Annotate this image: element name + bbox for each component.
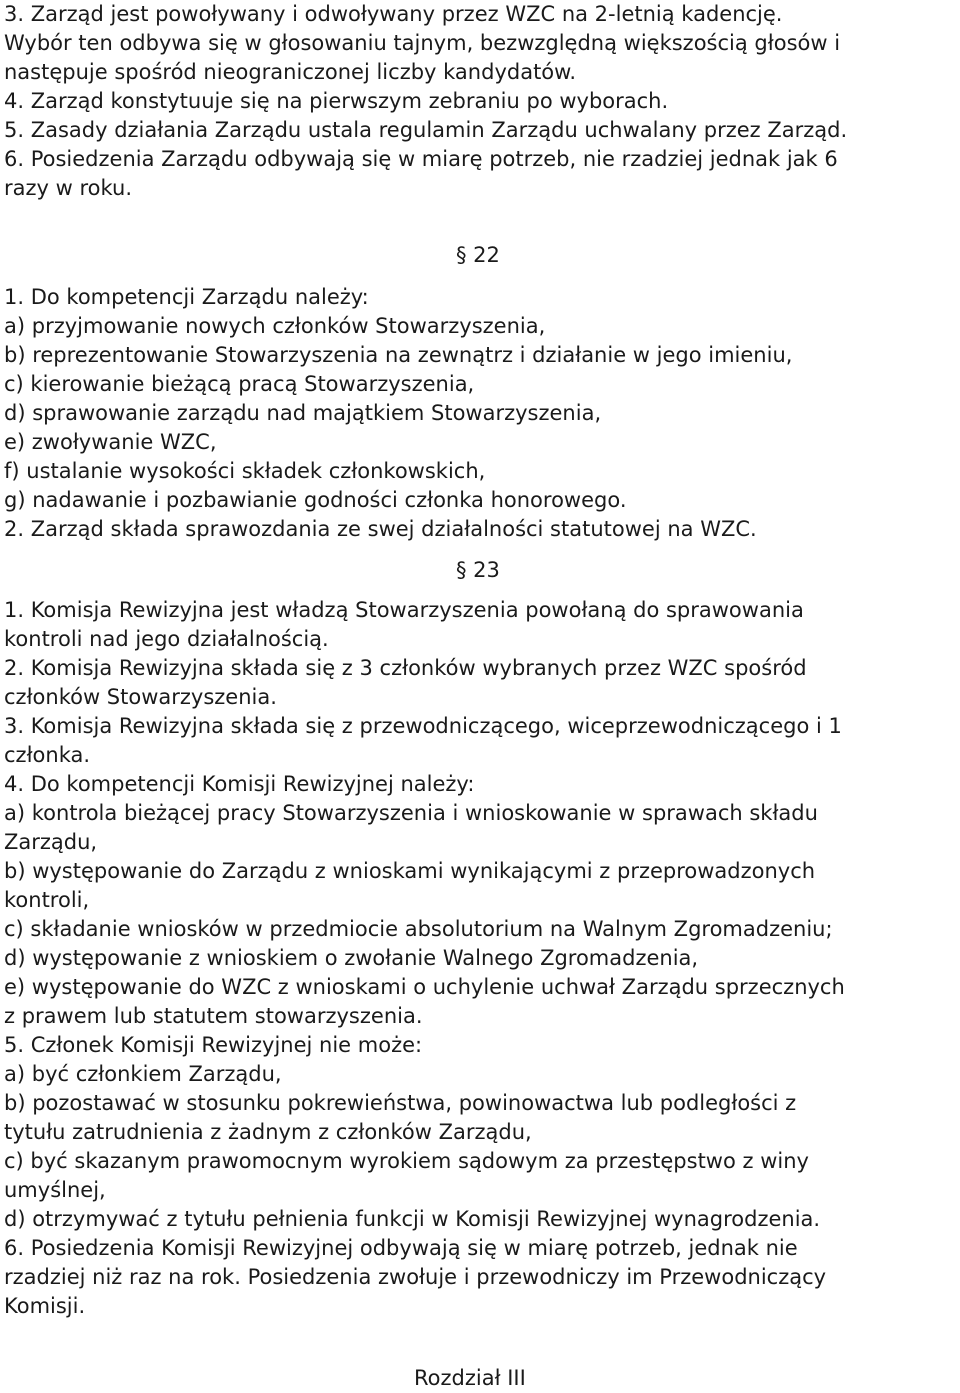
paragraph-line: 2. Zarząd składa sprawozdania ze swej działalności statutowej na WZC. bbox=[4, 517, 757, 541]
paragraph-line: 6. Posiedzenia Komisji Rewizyjnej odbywają się w miarę potrzeb, jednak nie bbox=[4, 1236, 798, 1260]
paragraph-line: tytułu zatrudnienia z żadnym z członków Zarządu, bbox=[4, 1120, 532, 1144]
paragraph-line: b) występowanie do Zarządu z wnioskami wynikającymi z przeprowadzonych bbox=[4, 859, 816, 883]
paragraph-line: 1. Do kompetencji Zarządu należy: bbox=[4, 285, 369, 309]
section-heading-23: § 23 bbox=[456, 558, 500, 582]
paragraph-line: e) występowanie do WZC z wnioskami o uchylenie uchwał Zarządu sprzecznych bbox=[4, 975, 845, 999]
paragraph-line: d) otrzymywać z tytułu pełnienia funkcji w Komisji Rewizyjnej wynagrodzenia. bbox=[4, 1207, 821, 1231]
paragraph-line: b) pozostawać w stosunku pokrewieństwa, powinowactwa lub podległości z bbox=[4, 1091, 797, 1115]
section-heading-22: § 22 bbox=[456, 243, 500, 267]
paragraph-line: 5. Członek Komisji Rewizyjnej nie może: bbox=[4, 1033, 423, 1057]
paragraph-line: 1. Komisja Rewizyjna jest władzą Stowarzyszenia powołaną do sprawowania bbox=[4, 598, 804, 622]
paragraph-line: 2. Komisja Rewizyjna składa się z 3 członków wybranych przez WZC spośród bbox=[4, 656, 807, 680]
paragraph-line: 6. Posiedzenia Zarządu odbywają się w miarę potrzeb, nie rzadziej jednak jak 6 bbox=[4, 147, 838, 171]
paragraph-line: razy w roku. bbox=[4, 176, 132, 200]
paragraph-line: kontroli nad jego działalnością. bbox=[4, 627, 329, 651]
paragraph-line: kontroli, bbox=[4, 888, 90, 912]
paragraph-line: 3. Komisja Rewizyjna składa się z przewodniczącego, wiceprzewodniczącego i 1 bbox=[4, 714, 842, 738]
paragraph-line: Komisji. bbox=[4, 1294, 86, 1318]
paragraph-line: z prawem lub statutem stowarzyszenia. bbox=[4, 1004, 423, 1028]
paragraph-line: c) kierowanie bieżącą pracą Stowarzyszenia, bbox=[4, 372, 475, 396]
paragraph-line: e) zwoływanie WZC, bbox=[4, 430, 217, 454]
paragraph-line: c) być skazanym prawomocnym wyrokiem sądowym za przestępstwo z winy bbox=[4, 1149, 809, 1173]
paragraph-line: a) być członkiem Zarządu, bbox=[4, 1062, 282, 1086]
paragraph-line: umyślnej, bbox=[4, 1178, 106, 1202]
paragraph-line: c) składanie wniosków w przedmiocie absolutorium na Walnym Zgromadzeniu; bbox=[4, 917, 833, 941]
paragraph-line: f) ustalanie wysokości składek członkowskich, bbox=[4, 459, 486, 483]
paragraph-line: Wybór ten odbywa się w głosowaniu tajnym, bezwzględną większością głosów i bbox=[4, 31, 841, 55]
paragraph-line: członków Stowarzyszenia. bbox=[4, 685, 277, 709]
paragraph-line: 3. Zarząd jest powoływany i odwoływany przez WZC na 2-letnią kadencję. bbox=[4, 2, 783, 26]
paragraph-line: Zarządu, bbox=[4, 830, 98, 854]
paragraph-line: d) sprawowanie zarządu nad majątkiem Stowarzyszenia, bbox=[4, 401, 602, 425]
paragraph-line: d) występowanie z wnioskiem o zwołanie Walnego Zgromadzenia, bbox=[4, 946, 699, 970]
paragraph-line: 4. Zarząd konstytuuje się na pierwszym zebraniu po wyborach. bbox=[4, 89, 669, 113]
paragraph-line: 4. Do kompetencji Komisji Rewizyjnej należy: bbox=[4, 772, 475, 796]
paragraph-line: b) reprezentowanie Stowarzyszenia na zewnątrz i działanie w jego imieniu, bbox=[4, 343, 793, 367]
paragraph-line: członka. bbox=[4, 743, 91, 767]
paragraph-line: 5. Zasady działania Zarządu ustala regulamin Zarządu uchwalany przez Zarząd. bbox=[4, 118, 848, 142]
paragraph-line: a) kontrola bieżącej pracy Stowarzyszenia i wnioskowanie w sprawach składu bbox=[4, 801, 818, 825]
chapter-heading: Rozdział III bbox=[414, 1366, 526, 1390]
paragraph-line: a) przyjmowanie nowych członków Stowarzyszenia, bbox=[4, 314, 546, 338]
paragraph-line: następuje spośród nieograniczonej liczby kandydatów. bbox=[4, 60, 577, 84]
paragraph-line: g) nadawanie i pozbawianie godności członka honorowego. bbox=[4, 488, 627, 512]
paragraph-line: rzadziej niż raz na rok. Posiedzenia zwołuje i przewodniczy im Przewodniczący bbox=[4, 1265, 827, 1289]
